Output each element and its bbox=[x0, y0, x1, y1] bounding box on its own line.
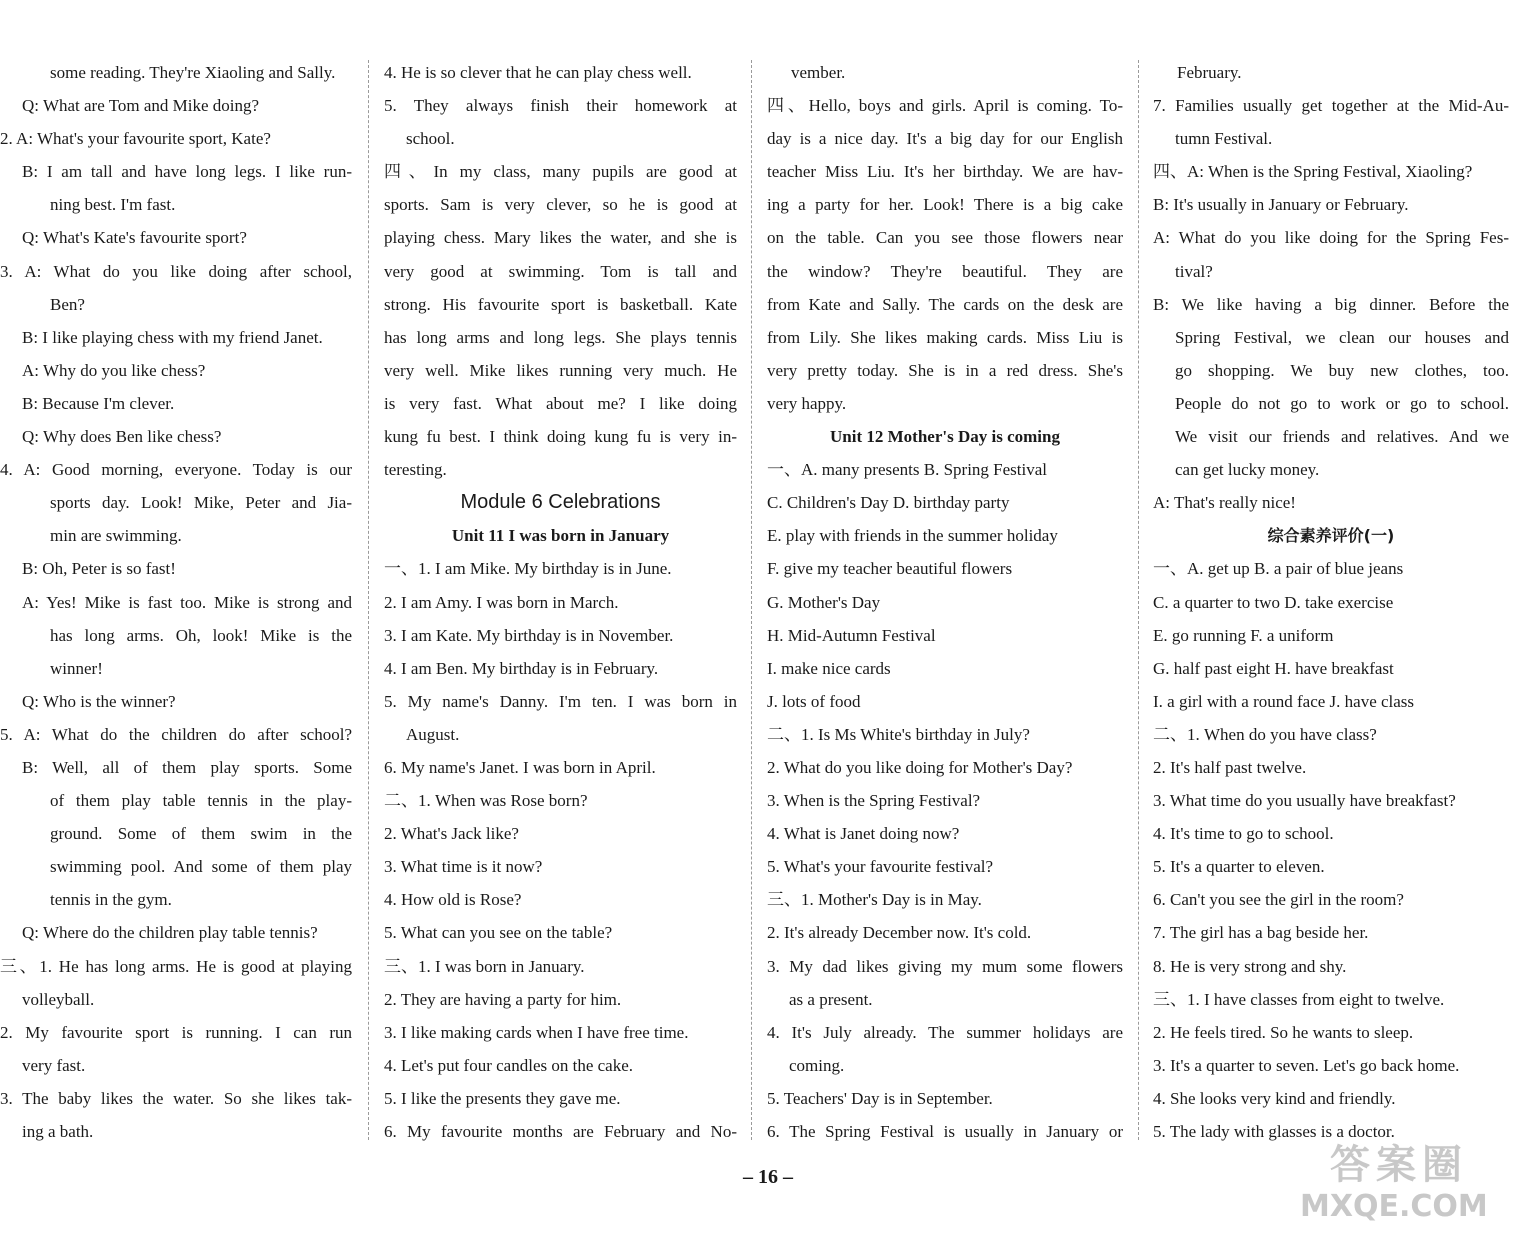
text-line: ing a bath. bbox=[22, 1122, 94, 1141]
text-line: very happy. bbox=[767, 393, 847, 413]
text-line: 二、1. When was Rose born? bbox=[384, 791, 588, 811]
text-line: 4. How old is Rose? bbox=[384, 890, 522, 910]
text-line: A: Why do you like chess? bbox=[22, 360, 206, 380]
text-line: 4. It's time to go to school. bbox=[1153, 824, 1334, 844]
text-line: 3. What time is it now? bbox=[384, 857, 543, 877]
text-line: E. play with friends in the summer holiday bbox=[767, 526, 1058, 546]
text-line: 二、1. When do you have class? bbox=[1153, 724, 1377, 744]
text-line: swimming pool. And some of them play bbox=[50, 857, 352, 877]
text-line: go shopping. We buy new clothes, too. bbox=[1175, 360, 1509, 380]
text-line: 四、In my class, many pupils are good at bbox=[384, 162, 737, 182]
text-line: 5. The lady with glasses is a doctor. bbox=[1153, 1122, 1395, 1141]
text-line: ing a party for her. Look! There is a big cake bbox=[767, 195, 1123, 215]
text-line: H. Mid-Autumn Festival bbox=[767, 625, 936, 645]
text-line: 一、A. get up B. a pair of blue jeans bbox=[1153, 559, 1404, 579]
text-line: G. Mother's Day bbox=[767, 592, 881, 612]
text-line: B: It's usually in January or February. bbox=[1153, 195, 1409, 215]
text-line: has long arms and long legs. She plays tennis bbox=[384, 327, 737, 347]
text-line: 7. The girl has a bag beside her. bbox=[1153, 923, 1369, 943]
text-line: 5. A: What do the children do after school? bbox=[0, 724, 352, 744]
text-line: 6. The Spring Festival is usually in January or bbox=[767, 1122, 1123, 1141]
text-line: Q: Where do the children play table tennis? bbox=[22, 923, 318, 943]
text-line: B: Well, all of them play sports. Some bbox=[22, 757, 352, 777]
text-line: B: Because I'm clever. bbox=[22, 393, 175, 413]
text-line: ground. Some of them swim in the bbox=[50, 824, 352, 844]
text-line: C. a quarter to two D. take exercise bbox=[1153, 592, 1394, 612]
text-line: 5. I like the presents they gave me. bbox=[384, 1088, 621, 1108]
text-line: Q: What are Tom and Mike doing? bbox=[22, 96, 260, 116]
text-line: 三、1. I have classes from eight to twelve. bbox=[1153, 989, 1445, 1009]
text-line: 2. A: What's your favourite sport, Kate? bbox=[0, 129, 271, 149]
text-line: 4. What is Janet doing now? bbox=[767, 824, 960, 844]
text-line: very fast. bbox=[22, 1055, 86, 1075]
text-line: tennis in the gym. bbox=[50, 890, 172, 910]
text-line: G. half past eight H. have breakfast bbox=[1153, 658, 1394, 678]
column-3 bbox=[767, 56, 1123, 1152]
text-line: has long arms. Oh, look! Mike is the bbox=[50, 625, 352, 645]
text-line: 一、1. I am Mike. My birthday is in June. bbox=[384, 559, 672, 579]
text-line: is very fast. What about me? I like doing bbox=[384, 393, 737, 413]
text-line: 2. What's Jack like? bbox=[384, 824, 519, 844]
text-line: playing chess. Mary likes the water, and she is bbox=[384, 228, 737, 248]
text-line: 4. She looks very kind and friendly. bbox=[1153, 1088, 1396, 1108]
text-line: min are swimming. bbox=[50, 526, 182, 546]
text-line: as a present. bbox=[789, 989, 873, 1009]
text-line: 3. A: What do you like doing after school, bbox=[0, 261, 352, 281]
section-heading: 综合素养评价(一) bbox=[1267, 526, 1395, 546]
text-line: strong. His favourite sport is basketball. Kate bbox=[384, 294, 737, 314]
text-line: 4. It's July already. The summer holidays are bbox=[767, 1022, 1123, 1042]
text-line: volleyball. bbox=[22, 989, 95, 1009]
text-line: some reading. They're Xiaoling and Sally. bbox=[50, 63, 336, 82]
text-line: 四、A: When is the Spring Festival, Xiaoling? bbox=[1153, 162, 1473, 182]
text-line: 6. My favourite months are February and No- bbox=[384, 1122, 737, 1141]
page-number: – 16 – bbox=[743, 1166, 793, 1188]
text-line: school. bbox=[406, 129, 455, 149]
text-line: of them play table tennis in the play- bbox=[50, 791, 352, 811]
text-line: 三、1. Mother's Day is in May. bbox=[767, 890, 982, 910]
text-line: 3. When is the Spring Festival? bbox=[767, 791, 981, 811]
text-line: sports. Sam is very clever, so he is good at bbox=[384, 195, 737, 215]
text-line: 4. Let's put four candles on the cake. bbox=[384, 1055, 634, 1075]
text-line: 2. He feels tired. So he wants to sleep. bbox=[1153, 1022, 1414, 1042]
text-line: 6. Can't you see the girl in the room? bbox=[1153, 890, 1404, 910]
text-line: We visit our friends and relatives. And we bbox=[1175, 427, 1509, 447]
section-heading: Unit 11 I was born in January bbox=[451, 526, 670, 546]
text-line: very well. Mike likes running very much. He bbox=[384, 360, 737, 380]
text-line: People do not go to work or go to school. bbox=[1175, 393, 1509, 413]
text-line: 5. What can you see on the table? bbox=[384, 923, 613, 943]
text-line: teresting. bbox=[384, 460, 447, 480]
column-4 bbox=[1153, 56, 1509, 1152]
text-line: vember. bbox=[791, 63, 846, 82]
text-line: sports day. Look! Mike, Peter and Jia- bbox=[50, 493, 352, 513]
text-line: 3. My dad likes giving my mum some flowers bbox=[767, 956, 1123, 976]
text-line: 2. They are having a party for him. bbox=[384, 989, 622, 1009]
column-1 bbox=[0, 56, 352, 1152]
text-line: kung fu best. I think doing kung fu is very in- bbox=[384, 427, 737, 447]
text-line: 5. It's a quarter to eleven. bbox=[1153, 857, 1325, 877]
text-line: Ben? bbox=[50, 294, 85, 314]
watermark-logo: 答案圈 bbox=[1330, 1142, 1468, 1188]
text-line: A: That's really nice! bbox=[1153, 493, 1296, 513]
text-line: day is a nice day. It's a big day for our English bbox=[767, 129, 1123, 149]
column-divider bbox=[751, 60, 752, 1140]
watermark-url: MXQE.COM bbox=[1300, 1189, 1488, 1224]
text-line: B: I like playing chess with my friend Janet. bbox=[22, 327, 323, 347]
text-line: tumn Festival. bbox=[1175, 129, 1273, 149]
text-line: I. make nice cards bbox=[767, 658, 891, 678]
text-line: 四、Hello, boys and girls. April is coming. To- bbox=[767, 96, 1123, 116]
column-divider bbox=[1138, 60, 1139, 1140]
text-line: 三、1. I was born in January. bbox=[384, 956, 585, 976]
text-line: 5. They always finish their homework at bbox=[384, 96, 737, 116]
text-line: 三、1. He has long arms. He is good at playing bbox=[0, 956, 352, 976]
text-line: 3. I like making cards when I have free time. bbox=[384, 1022, 689, 1042]
text-line: 3. The baby likes the water. So she likes tak- bbox=[0, 1088, 352, 1108]
text-line: 3. I am Kate. My birthday is in November. bbox=[384, 625, 674, 645]
text-line: coming. bbox=[789, 1055, 845, 1075]
column-divider bbox=[368, 60, 369, 1140]
text-line: 2. My favourite sport is running. I can run bbox=[0, 1022, 352, 1042]
text-line: B: I am tall and have long legs. I like run- bbox=[22, 162, 352, 182]
text-line: 3. It's a quarter to seven. Let's go back home. bbox=[1153, 1055, 1460, 1075]
section-heading: Unit 12 Mother's Day is coming bbox=[830, 427, 1060, 447]
text-line: 2. I am Amy. I was born in March. bbox=[384, 592, 619, 612]
section-heading: Module 6 Celebrations bbox=[460, 491, 661, 514]
text-line: very pretty today. She is in a red dress. She's bbox=[767, 360, 1123, 380]
text-line: E. go running F. a uniform bbox=[1153, 625, 1334, 645]
text-line: 7. Families usually get together at the Mid-Au- bbox=[1153, 96, 1509, 116]
text-line: can get lucky money. bbox=[1175, 460, 1320, 480]
text-line: from Kate and Sally. The cards on the desk are bbox=[767, 294, 1123, 314]
text-line: Spring Festival, we clean our houses and bbox=[1175, 327, 1509, 347]
text-line: teacher Miss Liu. It's her birthday. We are hav- bbox=[767, 162, 1123, 182]
text-line: 2. It's half past twelve. bbox=[1153, 757, 1307, 777]
text-line: August. bbox=[406, 724, 460, 744]
column-2 bbox=[384, 56, 737, 1152]
text-line: 6. My name's Janet. I was born in April. bbox=[384, 757, 656, 777]
text-line: on the table. Can you see those flowers near bbox=[767, 228, 1123, 248]
text-line: C. Children's Day D. birthday party bbox=[767, 493, 1010, 513]
text-line: A: What do you like doing for the Spring Fes- bbox=[1153, 228, 1509, 248]
text-line: 8. He is very strong and shy. bbox=[1153, 956, 1347, 976]
text-line: F. give my teacher beautiful flowers bbox=[767, 559, 1013, 579]
text-line: B: We like having a big dinner. Before the bbox=[1153, 294, 1509, 314]
text-line: tival? bbox=[1175, 261, 1213, 281]
text-line: the window? They're beautiful. They are bbox=[767, 261, 1123, 281]
text-line: 一、A. many presents B. Spring Festival bbox=[767, 460, 1048, 480]
text-line: A: Yes! Mike is fast too. Mike is strong and bbox=[22, 592, 352, 612]
text-line: 5. My name's Danny. I'm ten. I was born in bbox=[384, 691, 737, 711]
watermark bbox=[1300, 1140, 1526, 1230]
text-line: 3. What time do you usually have breakfast? bbox=[1153, 791, 1456, 811]
text-line: February. bbox=[1177, 63, 1242, 82]
text-line: Q: Why does Ben like chess? bbox=[22, 427, 222, 447]
text-line: 2. It's already December now. It's cold. bbox=[767, 923, 1032, 943]
text-line: 2. What do you like doing for Mother's Day? bbox=[767, 757, 1073, 777]
text-line: 二、1. Is Ms White's birthday in July? bbox=[767, 724, 1030, 744]
text-line: 4. A: Good morning, everyone. Today is our bbox=[0, 460, 352, 480]
text-line: B: Oh, Peter is so fast! bbox=[22, 559, 176, 579]
text-line: 4. He is so clever that he can play chess well. bbox=[384, 63, 692, 82]
text-line: J. lots of food bbox=[767, 691, 861, 711]
text-line: Q: Who is the winner? bbox=[22, 691, 176, 711]
text-line: very good at swimming. Tom is tall and bbox=[384, 261, 737, 281]
text-line: from Lily. She likes making cards. Miss Liu is bbox=[767, 327, 1123, 347]
text-line: 5. Teachers' Day is in September. bbox=[767, 1088, 993, 1108]
text-line: 5. What's your favourite festival? bbox=[767, 857, 994, 877]
text-line: winner! bbox=[50, 658, 103, 678]
text-line: 4. I am Ben. My birthday is in February. bbox=[384, 658, 659, 678]
text-line: ning best. I'm fast. bbox=[50, 195, 176, 215]
text-line: Q: What's Kate's favourite sport? bbox=[22, 228, 247, 248]
text-line: I. a girl with a round face J. have class bbox=[1153, 691, 1415, 711]
